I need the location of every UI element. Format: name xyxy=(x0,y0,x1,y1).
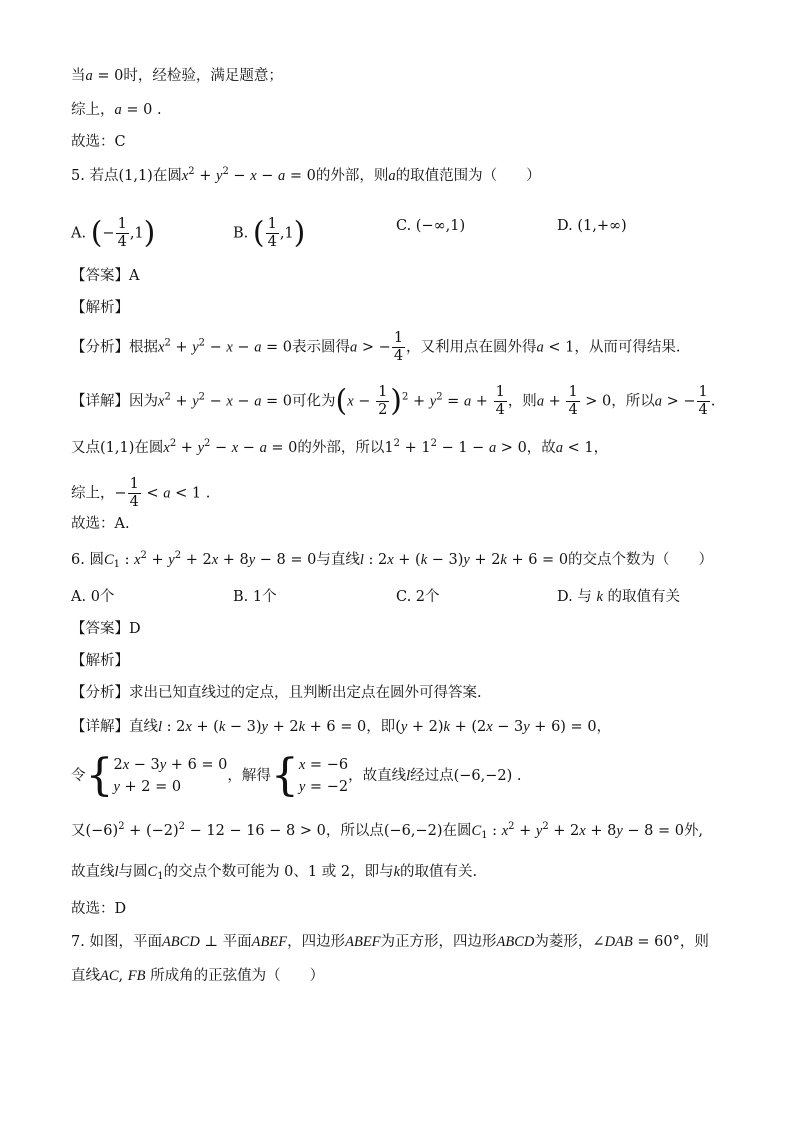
q6-analysis: 【分析】求出已知直线过的定点，且判断出定点在圆外可得答案. xyxy=(71,685,482,701)
q5-detail: 【详解】因为$x^2 + y^2 - x - a = 0$可化为(x − $\frac{1}{2}$ )$^2 + y^2 = a$ + $\frac{1}{4}$ ，则a + $\frac{1}{4}$ > 0，所以a > − $\frac{1}{4}$ . xyxy=(71,383,716,419)
q6-option-b[interactable]: B. 1个 xyxy=(233,589,277,605)
q6-outside: 又$(-6)^2 + (-2)^2 - 12 - 16 - 8 > 0$，所以点(−6,−2)在圆$C_1$ : $x^2 + y^2 + 2x + 8y - 8 = 0$外, xyxy=(71,821,704,841)
q4-line-check: 当a = 0时，经检验，满足题意； xyxy=(71,68,283,84)
q6-conclusion: 故直线l与圆$C_1$的交点个数可能为 0、1 或 2，即与k的取值有关. xyxy=(71,864,478,882)
q5-choice: 故选：A. xyxy=(71,516,130,532)
q6-jiexi-heading: 【解析】 xyxy=(71,653,129,669)
q5-outside: 又点(1,1)在圆$x^2 + y^2 - x - a = 0$的外部，所以$1^2 + 1^2 - 1 - a > 0$，故a < 1， xyxy=(71,438,609,456)
q6-choice: 故选：D xyxy=(71,901,127,917)
q5-summary: 综上，− $\frac{1}{4}$ < a < 1 . xyxy=(71,476,211,510)
q6-answer: 【答案】D xyxy=(71,621,141,637)
q5-analysis: 【分析】根据$x^2 + y^2 - x - a = 0$表示圆得a > − $\frac{1}{4}$ ，又利用点在圆外得a < 1，从而可得结果. xyxy=(71,330,681,364)
q6-option-d[interactable]: D. 与 k 的取值有关 xyxy=(557,589,680,605)
q5-answer: 【答案】A xyxy=(71,268,140,284)
q6-detail: 【详解】直线l : 2x + (k − 3)y + 2k + 6 = 0，即(y + 2)k + (2x − 3y + 6) = 0， xyxy=(71,719,612,735)
q6-option-c[interactable]: C. 2个 xyxy=(396,589,440,605)
q6-stem: 6. 圆$C_1$ : $x^2 + y^2 + 2x + 8y - 8 = 0$与直线l : 2x + (k − 3)y + 2k + 6 = 0的交点个数为（ ） xyxy=(71,550,714,570)
q6-system: 令{ 2x − 3y + 6 = 0 y + 2 = 0 ，解得{ x = −6 y = −2 ，故直线l经过点(−6,−2) . xyxy=(71,750,522,801)
q6-option-a[interactable]: A. 0个 xyxy=(71,589,115,605)
q7-stem-line2: 直线AC, FB 所成角的正弦值为（ ） xyxy=(71,968,325,984)
q4-choice: 故选：C xyxy=(71,134,126,150)
q4-line-conclusion: 综上，a = 0 . xyxy=(71,102,162,118)
q5-option-a[interactable]: A. (− $\frac{1}{4}$ ,1) xyxy=(71,215,156,251)
q5-option-b[interactable]: B. ( $\frac{1}{4}$ ,1) xyxy=(233,215,306,251)
q5-stem: 5. 若点(1,1)在圆$x^2 + y^2 - x - a = 0$的外部，则a的取值范围为（ ） xyxy=(71,166,541,184)
q5-jiexi-heading: 【解析】 xyxy=(71,300,129,316)
q5-option-c[interactable]: C. (−∞,1) xyxy=(396,218,466,234)
q5-option-d[interactable]: D. (1,+∞) xyxy=(557,218,627,234)
q7-stem-line1: 7. 如图，平面ABCD ⊥ 平面ABEF，四边形ABEF为正方形，四边形ABCD为菱形，∠DAB = 60°，则 xyxy=(71,934,709,950)
